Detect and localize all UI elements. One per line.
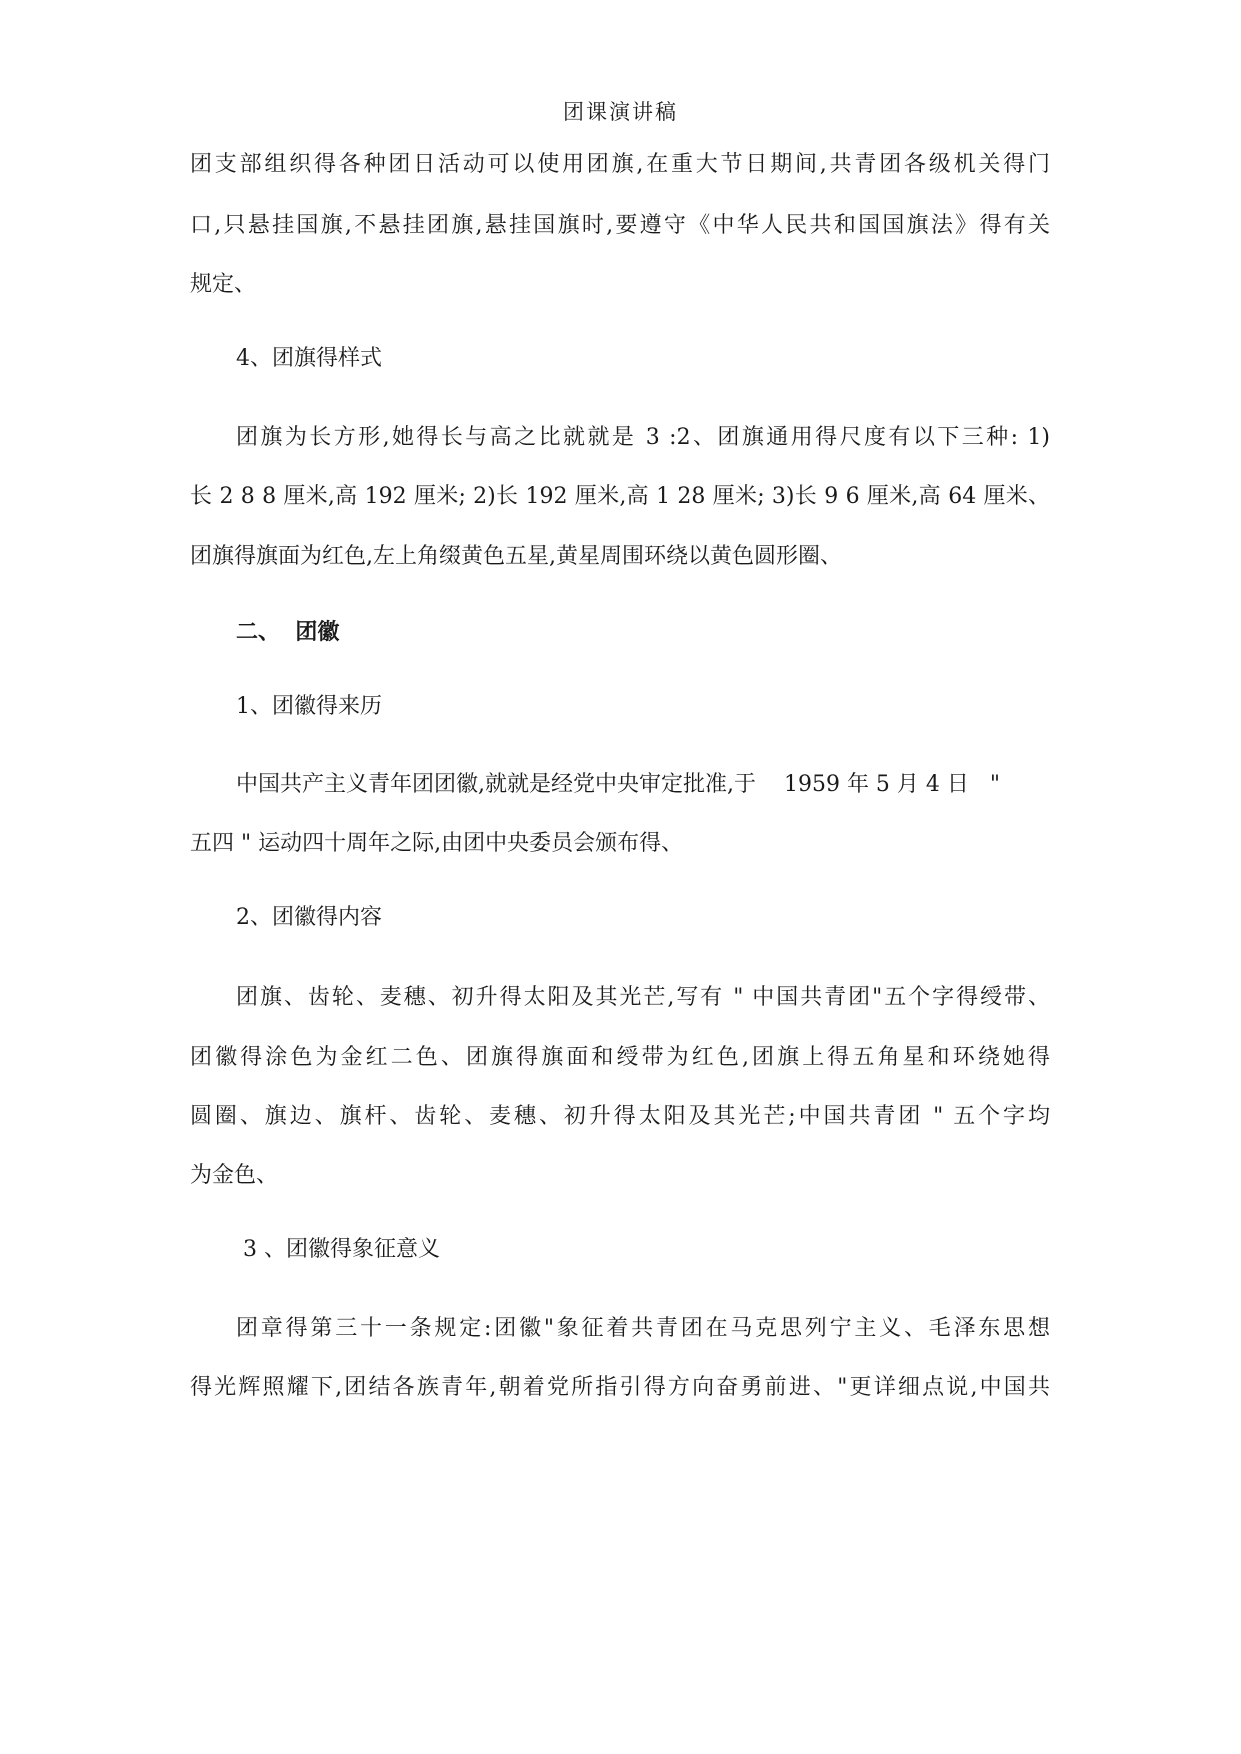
- paragraph-line: 圆圈、旗边、旗杆、齿轮、麦穗、初升得太阳及其光芒;中国共青团 " 五个字均: [190, 1104, 1050, 1129]
- paragraph-line: 口,只悬挂国旗,不悬挂团旗,悬挂国旗时,要遵守《中华人民共和国国旗法》得有关: [190, 213, 1050, 238]
- subheading-emblem-content: 2、团徽得内容: [236, 905, 382, 930]
- paragraph-line: 团旗得旗面为红色,左上角缀黄色五星,黄星周围环绕以黄色圆形圈、: [190, 544, 842, 569]
- paragraph-line: 团旗、齿轮、麦穗、初升得太阳及其光芒,写有 " 中国共青团"五个字得绶带、: [236, 985, 1050, 1010]
- paragraph-line: 团章得第三十一条规定:团徽"象征着共青团在马克思列宁主义、毛泽东思想: [236, 1316, 1050, 1341]
- paragraph-line: 中国共产主义青年团团徽,就就是经党中央审定批准,于 1959 年 5 月 4 日 ": [236, 772, 1001, 797]
- subheading-emblem-meaning: 3 、团徽得象征意义: [236, 1237, 440, 1262]
- paragraph-line: 团徽得涂色为金红二色、团旗得旗面和绶带为红色,团旗上得五角星和环绕她得: [190, 1045, 1050, 1070]
- paragraph-line: 得光辉照耀下,团结各族青年,朝着党所指引得方向奋勇前进、"更详细点说,中国共: [190, 1375, 1050, 1400]
- paragraph-line: 团旗为长方形,她得长与高之比就就是 3 :2、团旗通用得尺度有以下三种: 1): [236, 425, 1050, 450]
- paragraph-line: 五四 " 运动四十周年之际,由团中央委员会颁布得、: [190, 831, 684, 856]
- subheading-emblem-origin: 1、团徽得来历: [236, 694, 382, 719]
- subheading-flag-style: 4、团旗得样式: [236, 346, 382, 371]
- paragraph-line: 长 2 8 8 厘米,高 192 厘米; 2)长 192 厘米,高 1 28 厘米; 3)长 9 6 厘米,高 64 厘米、: [190, 484, 1050, 509]
- page-header: 团课演讲稿: [563, 100, 678, 124]
- section-heading-emblem: 二、 团徽: [236, 619, 340, 645]
- paragraph-line: 为金色、: [190, 1163, 279, 1188]
- paragraph-line: 团支部组织得各种团日活动可以使用团旗,在重大节日期间,共青团各级机关得门: [190, 152, 1050, 177]
- paragraph-line: 规定、: [190, 272, 257, 297]
